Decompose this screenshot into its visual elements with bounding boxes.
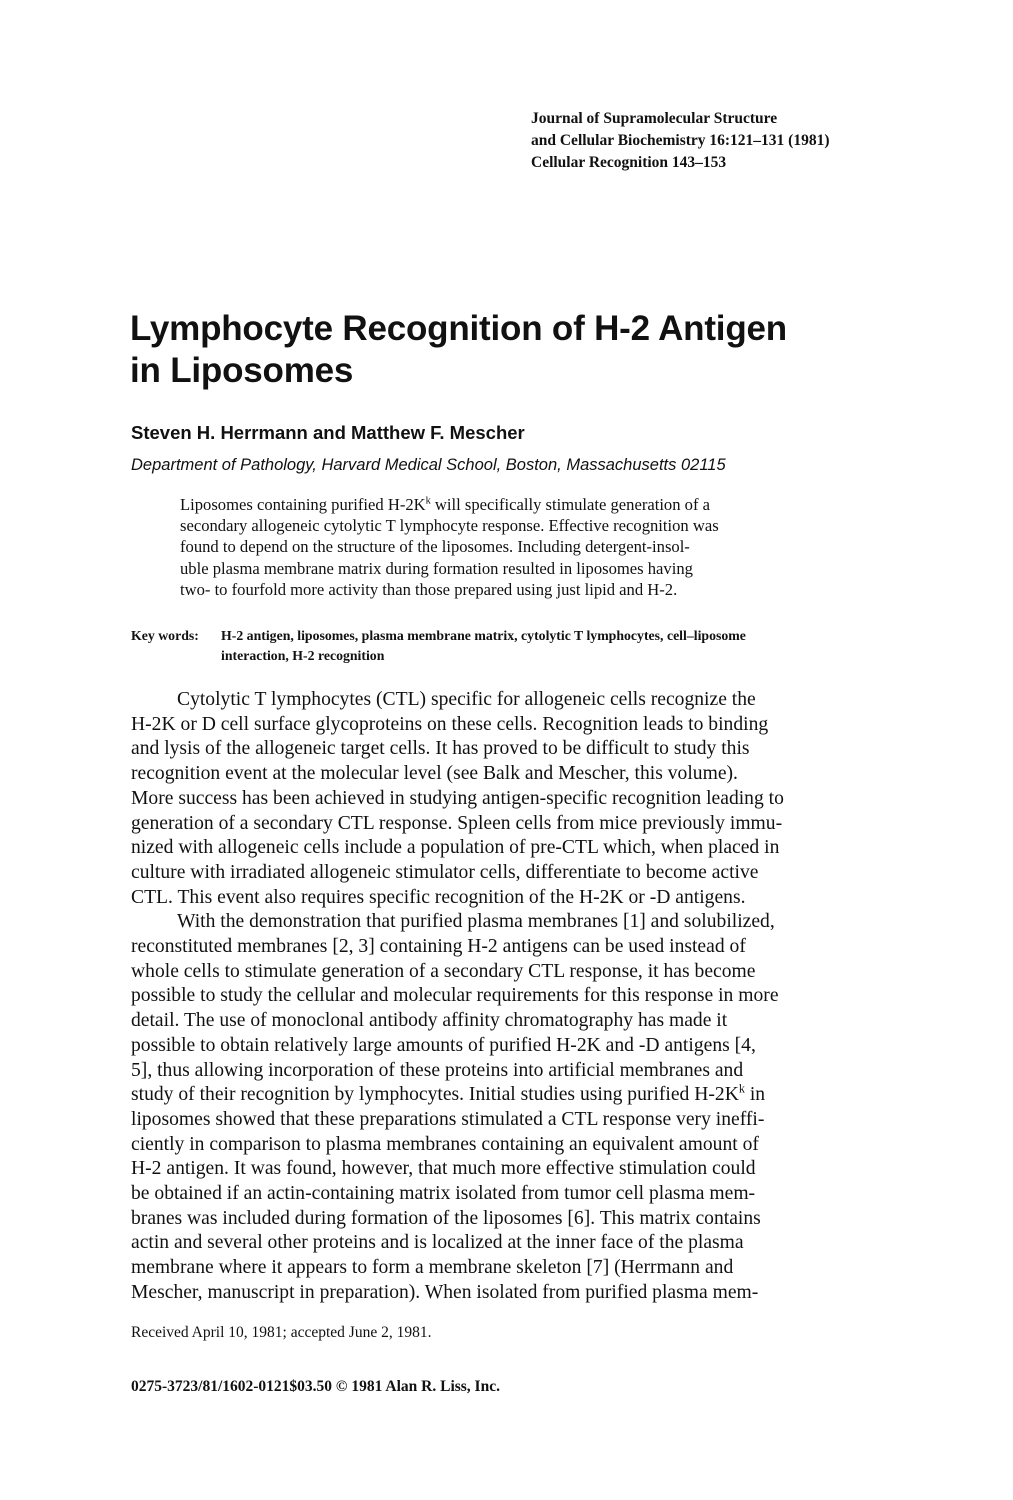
body-line: nized with allogeneic cells include a population of pre-CTL which, when placed in <box>131 837 780 859</box>
abstract-text: will specifically stimulate generation of a <box>430 495 711 514</box>
body-line: branes was included during formation of the liposomes [6]. This matrix contains <box>131 1207 761 1229</box>
article-title-line: Lymphocyte Recognition of H-2 Antigen <box>130 309 787 348</box>
body-line: Cytolytic T lymphocytes (CTL) specific for allogeneic cells recognize the <box>177 689 756 710</box>
body-line <box>131 1083 784 1108</box>
body-text-span: study of their recognition by lymphocytes. Initial studies using purified H-2K <box>131 1084 739 1106</box>
body-line: generation of a secondary CTL response. Spleen cells from mice previously immu- <box>131 812 783 834</box>
body-line: liposomes showed that these preparations stimulated a CTL response very ineffi- <box>131 1108 765 1130</box>
copyright-line: 0275-3723/81/1602-0121$03.50 © 1981 Alan R. Liss, Inc. <box>131 1378 500 1395</box>
journal-citation <box>531 108 830 174</box>
keywords-label: Key words: <box>131 628 199 643</box>
keywords <box>131 626 746 666</box>
body-line: actin and several other proteins and is localized at the inner face of the plasma <box>131 1232 744 1254</box>
keywords-line: interaction, H-2 recognition <box>221 648 385 663</box>
keywords-line <box>131 626 746 646</box>
superscript: k <box>738 1081 745 1096</box>
authors: Steven H. Herrmann and Matthew F. Mescher <box>131 422 525 443</box>
body-line: Mescher, manuscript in preparation). When isolated from purified plasma mem- <box>131 1281 759 1303</box>
keywords-text: H-2 antigen, liposomes, plasma membrane matrix, cytolytic T lymphocytes, cell–liposome <box>221 628 746 643</box>
body-line: H-2 antigen. It was found, however, that much more effective stimulation could <box>131 1158 756 1180</box>
superscript: k <box>425 495 431 507</box>
body-line: More success has been achieved in studying antigen-specific recognition leading to <box>131 787 784 809</box>
abstract <box>180 494 719 600</box>
body-line: 5], thus allowing incorporation of these proteins into artificial membranes and <box>131 1059 744 1081</box>
journal-citation-line: Cellular Recognition 143–153 <box>531 154 727 171</box>
body-line: With the demonstration that purified plasma membranes [1] and solubilized, <box>177 911 775 933</box>
body-line: whole cells to stimulate generation of a secondary CTL response, it has become <box>131 960 756 982</box>
body-line: detail. The use of monoclonal antibody affinity chromatography has made it <box>131 1010 728 1032</box>
body-line: recognition event at the molecular level (see Balk and Mescher, this volume). <box>131 763 738 785</box>
body-line: possible to study the cellular and molecular requirements for this response in more <box>131 985 779 1007</box>
body-line: membrane where it appears to form a membrane skeleton [7] (Herrmann and <box>131 1257 734 1279</box>
article-title-line: in Liposomes <box>130 351 354 390</box>
received-note: Received April 10, 1981; accepted June 2, 1981. <box>131 1324 432 1341</box>
body-line: be obtained if an actin-containing matrix isolated from tumor cell plasma mem- <box>131 1183 756 1205</box>
body-text <box>131 688 784 1306</box>
abstract-line: found to depend on the structure of the liposomes. Including detergent-insol- <box>180 537 690 557</box>
abstract-line <box>180 494 719 515</box>
article-title <box>130 308 787 392</box>
abstract-text: Liposomes containing purified H-2K <box>180 495 426 514</box>
abstract-line: secondary allogeneic cytolytic T lymphocyte response. Effective recognition was <box>180 516 719 536</box>
body-line: culture with irradiated allogeneic stimulator cells, differentiate to become active <box>131 861 759 883</box>
journal-citation-line: Journal of Supramolecular Structure <box>531 110 778 127</box>
body-line: possible to obtain relatively large amounts of purified H-2K and -D antigens [4, <box>131 1034 756 1056</box>
body-line: reconstituted membranes [2, 3] containing H-2 antigens can be used instead of <box>131 936 746 958</box>
body-line: H-2K or D cell surface glycoproteins on these cells. Recognition leads to binding <box>131 713 769 735</box>
affiliation: Department of Pathology, Harvard Medical School, Boston, Massachusetts 02115 <box>131 456 726 474</box>
abstract-line: two- to fourfold more activity than those prepared using just lipid and H-2. <box>180 579 678 599</box>
body-line: and lysis of the allogeneic target cells. It has proved to be difficult to study this <box>131 738 750 760</box>
abstract-line: uble plasma membrane matrix during formation resulted in liposomes having <box>180 558 693 578</box>
body-line: CTL. This event also requires specific recognition of the H-2K or -D antigens. <box>131 886 746 908</box>
journal-citation-line: and Cellular Biochemistry 16:121–131 (1981) <box>531 132 830 149</box>
body-line: ciently in comparison to plasma membranes containing an equivalent amount of <box>131 1133 759 1155</box>
body-text-span: in <box>744 1084 766 1106</box>
